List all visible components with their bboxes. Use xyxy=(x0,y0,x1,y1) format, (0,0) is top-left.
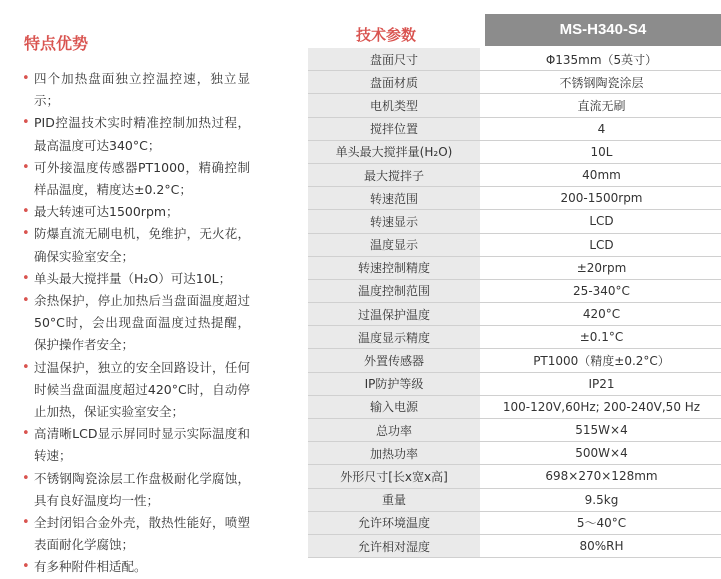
model-header: MS-H340-S4 xyxy=(485,14,721,46)
features-title: 特点优势 xyxy=(24,31,88,54)
bullet-icon: • xyxy=(22,357,30,379)
spec-label: 转速范围 xyxy=(308,187,481,210)
spec-row xyxy=(308,395,721,418)
spec-row xyxy=(308,303,721,326)
spec-value: 200-1500rpm xyxy=(481,187,721,210)
spec-value: LCD xyxy=(481,233,721,256)
spec-label: 允许环境温度 xyxy=(308,511,481,534)
feature-text: 有多种附件相适配。 xyxy=(34,559,147,574)
spec-label: 温度显示 xyxy=(308,233,481,256)
feature-item xyxy=(22,201,250,223)
spec-value: 5～40°C xyxy=(481,511,721,534)
feature-text: 不锈钢陶瓷涂层工作盘极耐化学腐蚀，具有良好温度均一性； xyxy=(34,471,250,508)
spec-label: 外置传感器 xyxy=(308,349,481,372)
feature-item xyxy=(22,357,250,424)
spec-row xyxy=(308,511,721,534)
spec-table xyxy=(308,48,721,558)
feature-item xyxy=(22,157,250,201)
spec-label: 温度控制范围 xyxy=(308,279,481,302)
spec-label: 温度显示精度 xyxy=(308,326,481,349)
spec-label: 外形尺寸[长x宽x高] xyxy=(308,465,481,488)
spec-value: 80%RH xyxy=(481,534,721,557)
feature-item xyxy=(22,112,250,156)
spec-label: 转速控制精度 xyxy=(308,256,481,279)
bullet-icon: • xyxy=(22,468,30,490)
spec-row xyxy=(308,534,721,557)
feature-item xyxy=(22,556,250,578)
spec-label: 输入电源 xyxy=(308,395,481,418)
feature-text: 防爆直流无刷电机，免维护，无火花，确保实验室安全； xyxy=(34,226,250,263)
spec-label: 盘面尺寸 xyxy=(308,48,481,71)
spec-label: 最大搅拌子 xyxy=(308,163,481,186)
bullet-icon: • xyxy=(22,112,30,134)
spec-label: 搅拌位置 xyxy=(308,117,481,140)
features-list xyxy=(22,68,250,579)
spec-label: 重量 xyxy=(308,488,481,511)
spec-value: 10L xyxy=(481,140,721,163)
spec-value: 不锈钢陶瓷涂层 xyxy=(481,71,721,94)
spec-row xyxy=(308,71,721,94)
spec-row xyxy=(308,326,721,349)
spec-row xyxy=(308,140,721,163)
spec-row xyxy=(308,279,721,302)
spec-label: 总功率 xyxy=(308,419,481,442)
spec-row xyxy=(308,349,721,372)
spec-value: 9.5kg xyxy=(481,488,721,511)
spec-label: 过温保护温度 xyxy=(308,303,481,326)
spec-value: 500W×4 xyxy=(481,442,721,465)
feature-item xyxy=(22,268,250,290)
feature-text: 过温保护，独立的安全回路设计，任何时候当盘面温度超过420°C时，自动停止加热，保证实验室安全； xyxy=(34,360,250,419)
spec-value: 698×270×128mm xyxy=(481,465,721,488)
spec-label: 允许相对湿度 xyxy=(308,534,481,557)
feature-text: 最大转速可达1500rpm； xyxy=(34,204,179,219)
feature-item xyxy=(22,468,250,512)
feature-text: 可外接温度传感器PT1000，精确控制样品温度，精度达±0.2°C； xyxy=(34,160,250,197)
bullet-icon: • xyxy=(22,556,30,578)
spec-label: 转速显示 xyxy=(308,210,481,233)
spec-value: 25-340°C xyxy=(481,279,721,302)
spec-row xyxy=(308,94,721,117)
spec-value: ±0.1°C xyxy=(481,326,721,349)
feature-item xyxy=(22,68,250,112)
spec-label: 单头最大搅拌量(H₂O) xyxy=(308,140,481,163)
spec-row xyxy=(308,233,721,256)
spec-value: 515W×4 xyxy=(481,419,721,442)
spec-value: 40mm xyxy=(481,163,721,186)
spec-row xyxy=(308,442,721,465)
spec-label: IP防护等级 xyxy=(308,372,481,395)
spec-row xyxy=(308,465,721,488)
spec-value: Φ135mm（5英寸） xyxy=(481,48,721,71)
feature-item xyxy=(22,423,250,467)
bullet-icon: • xyxy=(22,223,30,245)
spec-row xyxy=(308,48,721,71)
spec-value: 420°C xyxy=(481,303,721,326)
spec-value: 直流无刷 xyxy=(481,94,721,117)
spec-label: 加热功率 xyxy=(308,442,481,465)
spec-row xyxy=(308,163,721,186)
feature-item xyxy=(22,223,250,267)
bullet-icon: • xyxy=(22,68,30,90)
spec-row xyxy=(308,117,721,140)
spec-value: IP21 xyxy=(481,372,721,395)
spec-row xyxy=(308,372,721,395)
bullet-icon: • xyxy=(22,157,30,179)
feature-text: PID控温技术实时精准控制加热过程，最高温度可达340°C； xyxy=(34,115,250,152)
feature-text: 高清晰LCD显示屏同时显示实际温度和转速； xyxy=(34,426,250,463)
bullet-icon: • xyxy=(22,268,30,290)
specs-title: 技术参数 xyxy=(356,24,416,45)
feature-item xyxy=(22,290,250,357)
feature-item xyxy=(22,512,250,556)
spec-label: 盘面材质 xyxy=(308,71,481,94)
spec-row xyxy=(308,256,721,279)
spec-value: LCD xyxy=(481,210,721,233)
spec-value: 100-120V,60Hz; 200-240V,50 Hz xyxy=(481,395,721,418)
feature-text: 单头最大搅拌量（H₂O）可达10L； xyxy=(34,271,231,286)
bullet-icon: • xyxy=(22,512,30,534)
spec-value: 4 xyxy=(481,117,721,140)
spec-row xyxy=(308,488,721,511)
bullet-icon: • xyxy=(22,290,30,312)
feature-text: 四个加热盘面独立控温控速，独立显示； xyxy=(34,71,250,108)
feature-text: 全封闭铝合金外壳，散热性能好，喷塑表面耐化学腐蚀； xyxy=(34,515,250,552)
spec-row xyxy=(308,210,721,233)
bullet-icon: • xyxy=(22,201,30,223)
spec-row xyxy=(308,187,721,210)
spec-label: 电机类型 xyxy=(308,94,481,117)
spec-row xyxy=(308,419,721,442)
feature-text: 余热保护，停止加热后当盘面温度超过50°C时，会出现盘面温度过热提醒，保护操作者安全； xyxy=(34,293,250,352)
spec-value: ±20rpm xyxy=(481,256,721,279)
spec-value: PT1000（精度±0.2°C） xyxy=(481,349,721,372)
bullet-icon: • xyxy=(22,423,30,445)
